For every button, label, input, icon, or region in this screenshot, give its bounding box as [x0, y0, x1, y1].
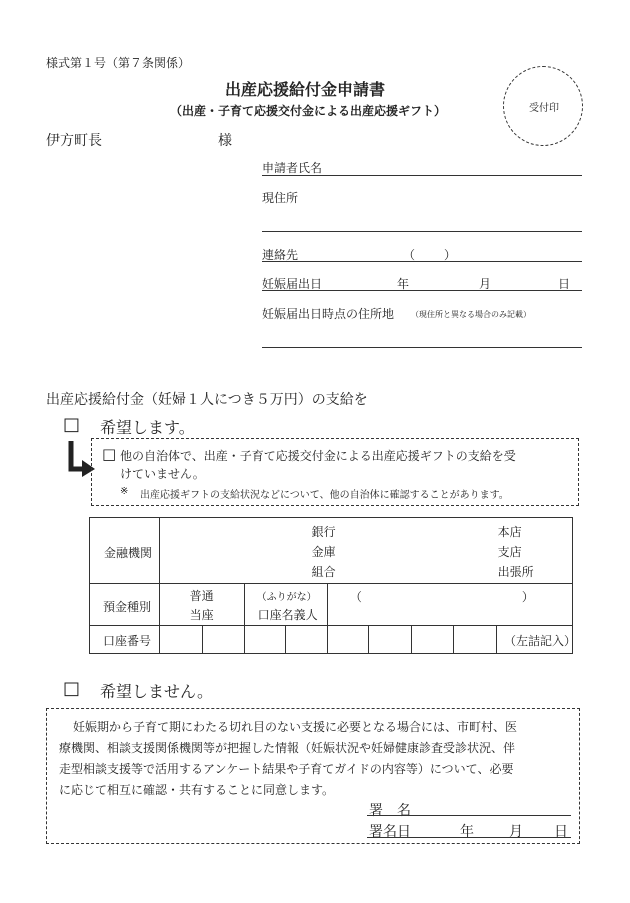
- account-type-options-cell[interactable]: [159, 584, 244, 626]
- consent-line1: 妊娠期から子育て期にわたる切れ目のない支援に必要となる場合には、市町村、医: [73, 720, 518, 734]
- pregnancy-date-line[interactable]: [262, 290, 582, 291]
- branch-type-shutchojo: 出張所: [497, 565, 534, 579]
- account-type-futsu[interactable]: 普通: [189, 589, 214, 603]
- holder-label-cell: [244, 584, 327, 626]
- signature-date-label: 署名日: [369, 824, 411, 840]
- account-digit-1[interactable]: [159, 626, 202, 654]
- want-label: 希望します。: [100, 418, 195, 437]
- signature-date-day: 日: [554, 824, 568, 840]
- applicant-name-line[interactable]: [262, 175, 582, 176]
- bank-type-shinko: 金庫: [311, 545, 336, 559]
- addressee-honorific: 様: [218, 133, 232, 149]
- signature-date-line[interactable]: [367, 837, 571, 838]
- contact-paren-open: （: [403, 248, 416, 262]
- holder-name-cell[interactable]: [327, 584, 572, 626]
- no-other-gift-line1: 他の自治体で、出産・子育て応援交付金による出産応援ギフトの支給を受: [120, 449, 516, 463]
- pregnancy-address-line[interactable]: [262, 347, 582, 348]
- pregnancy-address-label: 妊娠届出日時点の住所地: [262, 307, 395, 321]
- bank-account-table: [89, 517, 577, 654]
- contact-paren-close: ）: [444, 248, 457, 262]
- account-digit-7[interactable]: [411, 626, 454, 654]
- not-want-checkbox[interactable]: □: [63, 678, 81, 699]
- account-type-label: 預金種別: [103, 600, 152, 614]
- consent-line4: に応じて相互に確認・共有することに同意します。: [59, 783, 335, 797]
- institution-label-cell: [90, 518, 160, 584]
- holder-paren-open: （: [349, 590, 362, 604]
- other-municipality-box: [91, 438, 579, 506]
- pregnancy-date-day: 日: [558, 277, 571, 291]
- pregnancy-date-month: 月: [479, 277, 492, 291]
- bank-type-kumiai: 組合: [311, 565, 336, 579]
- page-subtitle: （出産・子育て応援交付金による出産応援ギフト）: [170, 104, 447, 118]
- institution-label: 金融機関: [104, 546, 153, 560]
- page-title: 出産応援給付金申請書: [225, 80, 386, 99]
- left-align-note: （左詰記入）: [504, 634, 577, 648]
- holder-paren-close: ）: [521, 590, 534, 604]
- contact-line[interactable]: [262, 261, 582, 262]
- pregnancy-address-note: （現住所と異なる場合のみ記載）: [411, 310, 531, 319]
- want-checkbox[interactable]: □: [63, 414, 81, 435]
- addressee: 伊方町長: [46, 133, 102, 149]
- consent-line3: 走型相談支援等で活用するアンケート結果や子育てガイドの内容等）について、必要: [59, 762, 514, 776]
- contact-label: 連絡先: [262, 248, 299, 262]
- request-intro: 出産応援給付金（妊婦１人につき５万円）の支給を: [46, 392, 368, 408]
- branch-type-honten: 本店: [497, 525, 522, 539]
- reception-stamp-label: 受付印: [529, 103, 559, 114]
- account-type-toza[interactable]: 当座: [189, 608, 214, 622]
- address-line[interactable]: [262, 231, 582, 232]
- reception-stamp-area: [503, 66, 583, 146]
- applicant-name-label: 申請者氏名: [262, 161, 323, 175]
- furigana-label: （ふりがな）: [256, 592, 317, 603]
- account-digit-4[interactable]: [286, 626, 328, 654]
- account-number-label-cell: [90, 626, 160, 654]
- notice-text: 出産応援ギフトの支給状況などについて、他の自治体に確認することがあります。: [140, 490, 509, 501]
- account-digit-5[interactable]: [327, 626, 369, 654]
- signature-line[interactable]: [367, 815, 571, 816]
- signature-date-year: 年: [460, 824, 474, 840]
- pregnancy-date-label: 妊娠届出日: [262, 277, 323, 291]
- account-type-label-cell: [90, 584, 160, 626]
- pregnancy-date-year: 年: [397, 277, 410, 291]
- account-digit-2[interactable]: [203, 626, 245, 654]
- account-digit-8[interactable]: [454, 626, 497, 654]
- no-other-gift-line2: けていません。: [120, 467, 205, 481]
- branch-type-shiten: 支店: [497, 545, 522, 559]
- left-align-note-cell: [497, 626, 577, 654]
- bank-type-bank: 銀行: [311, 525, 336, 539]
- consent-box: [46, 708, 580, 844]
- form-number: 様式第１号（第７条関係）: [46, 56, 191, 70]
- address-label: 現住所: [262, 191, 299, 205]
- account-number-label: 口座番号: [103, 634, 152, 648]
- notice-mark: ※: [120, 486, 129, 497]
- signature-label: 署 名: [369, 803, 411, 819]
- consent-line2: 療機関、相談支援関係機関等が把握した情報（妊娠状況や妊婦健康診査受診状況、伴: [59, 741, 516, 755]
- account-digit-3[interactable]: [244, 626, 286, 654]
- not-want-label: 希望しません。: [100, 682, 213, 701]
- institution-input-cell[interactable]: [159, 518, 572, 584]
- no-other-gift-checkbox[interactable]: □: [102, 445, 117, 463]
- holder-label: 口座名義人: [257, 608, 318, 622]
- account-digit-6[interactable]: [369, 626, 412, 654]
- signature-date-month: 月: [509, 824, 523, 840]
